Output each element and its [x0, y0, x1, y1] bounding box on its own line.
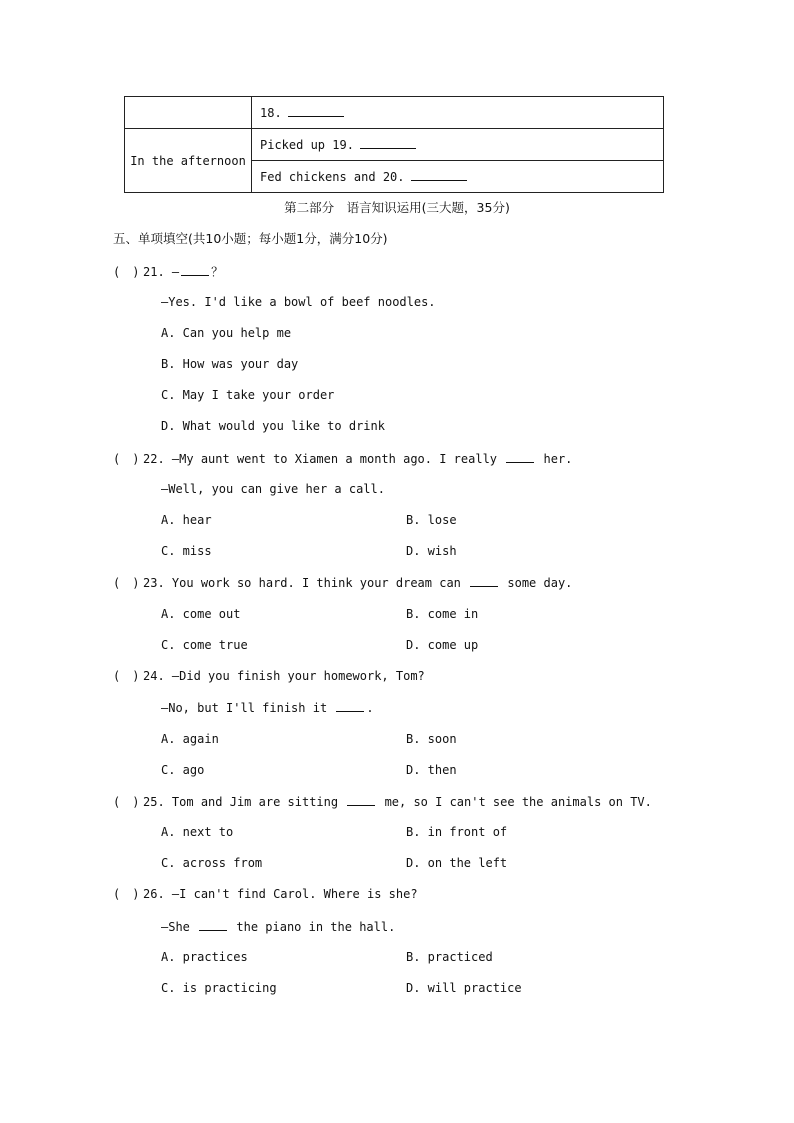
option-b[interactable]: B. come in [406, 607, 479, 621]
table-row [125, 97, 664, 129]
answer-blank [470, 576, 498, 587]
table-cell [252, 129, 664, 161]
table-cell-empty [125, 97, 252, 129]
option-d[interactable]: D. will practice [406, 981, 522, 995]
answer-bracket[interactable]: ( ) [113, 265, 140, 279]
table-cell [252, 97, 664, 129]
question-23 [113, 576, 572, 589]
option-c[interactable]: C. is practicing [161, 981, 277, 995]
question-reply: —Well, you can give her a call. [161, 482, 385, 496]
answer-blank-20[interactable] [411, 170, 467, 181]
option-b[interactable]: B. practiced [406, 950, 493, 964]
option-a[interactable]: A. again [161, 732, 219, 746]
question-26 [113, 888, 418, 900]
question-stem: me, so I can't see the animals on TV. [384, 795, 652, 809]
option-d[interactable]: D. What would you like to drink [161, 419, 385, 433]
table-row [125, 129, 664, 161]
answer-blank [347, 795, 375, 806]
option-c[interactable]: C. across from [161, 856, 263, 870]
question-reply: —Yes. I'd like a bowl of beef noodles. [161, 295, 436, 309]
question-22 [113, 452, 572, 465]
option-a[interactable]: A. Can you help me [161, 326, 292, 340]
question-stem: Tom and Jim are sitting [171, 795, 339, 809]
reply-text: . [366, 701, 374, 715]
question-number: 26. [143, 887, 165, 901]
question-stem: —My aunt went to Xiamen a month ago. I really [171, 452, 498, 466]
question-stem: ？ [211, 265, 224, 279]
question-stem: You work so hard. I think your dream can [171, 576, 461, 590]
question-24 [113, 670, 425, 682]
part-title: 第二部分 语言知识运用(三大题，35分) [284, 200, 510, 215]
option-c[interactable]: C. miss [161, 544, 212, 558]
option-b[interactable]: B. How was your day [161, 357, 299, 371]
question-stem: some day. [507, 576, 573, 590]
question-21 [113, 265, 223, 278]
option-d[interactable]: D. come up [406, 638, 479, 652]
option-a[interactable]: A. practices [161, 950, 248, 964]
table-cell [252, 161, 664, 193]
activity-text: Fed chickens and 20. [260, 170, 405, 184]
question-number: 22. [143, 452, 165, 466]
option-b[interactable]: B. in front of [406, 825, 508, 839]
answer-blank [199, 920, 227, 931]
question-stem: —Did you finish your homework, Tom? [171, 669, 425, 683]
answer-blank-19[interactable] [360, 138, 416, 149]
option-c[interactable]: C. come true [161, 638, 248, 652]
question-stem: her. [543, 452, 573, 466]
option-d[interactable]: D. on the left [406, 856, 508, 870]
option-d[interactable]: D. wish [406, 544, 457, 558]
answer-bracket[interactable]: ( ) [113, 795, 140, 809]
option-d[interactable]: D. then [406, 763, 457, 777]
question-number: 25. [143, 795, 165, 809]
question-number: 21. [143, 265, 165, 279]
blank-label: 18. [260, 106, 282, 120]
answer-bracket[interactable]: ( ) [113, 887, 140, 901]
option-b[interactable]: B. lose [406, 513, 457, 527]
question-25 [113, 795, 652, 808]
option-a[interactable]: A. come out [161, 607, 241, 621]
option-b[interactable]: B. soon [406, 732, 457, 746]
question-reply [161, 920, 395, 933]
reply-text: —No, but I'll finish it [161, 701, 328, 715]
option-a[interactable]: A. hear [161, 513, 212, 527]
answer-bracket[interactable]: ( ) [113, 452, 140, 466]
answer-bracket[interactable]: ( ) [113, 669, 140, 683]
answer-blank [336, 701, 364, 712]
time-label: In the afternoon [125, 129, 252, 193]
section-title: 五、单项填空(共10小题；每小题1分，满分10分) [113, 231, 388, 246]
answer-blank-18[interactable] [288, 106, 344, 117]
question-stem: — [171, 265, 180, 279]
option-c[interactable]: C. May I take your order [161, 388, 335, 402]
question-reply [161, 701, 374, 714]
question-stem: —I can't find Carol. Where is she? [171, 887, 418, 901]
reply-text: —She [161, 920, 190, 934]
option-c[interactable]: C. ago [161, 763, 205, 777]
answer-blank [506, 452, 534, 463]
reply-text: the piano in the hall. [236, 920, 396, 934]
option-a[interactable]: A. next to [161, 825, 234, 839]
schedule-table [124, 96, 664, 193]
answer-bracket[interactable]: ( ) [113, 576, 140, 590]
answer-blank [181, 265, 209, 276]
question-number: 24. [143, 669, 165, 683]
activity-text: Picked up 19. [260, 138, 354, 152]
question-number: 23. [143, 576, 165, 590]
